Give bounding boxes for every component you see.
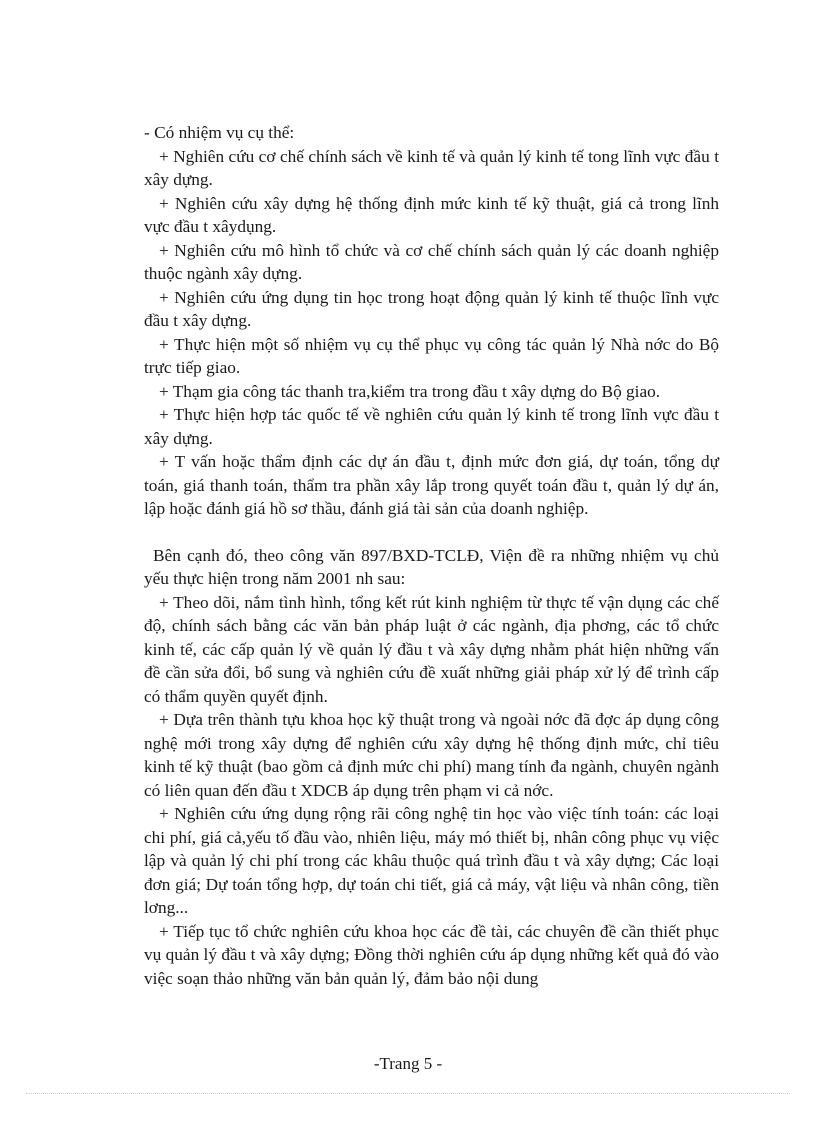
page-body — [144, 121, 719, 990]
section-heading-line: - Có nhiệm vụ cụ thể: — [144, 123, 295, 142]
task-2001-item: + Tiếp tục tổ chức nghiên cứu khoa học các đề tài, các chuyên đề cần thiết phục vụ quản lý đầu t và xây dựng; Đồng thời nghiên cứu áp dụng những kết quả đó vào việc soạn thảo những văn bản quản lý, đảm bảo nội dung — [144, 921, 719, 988]
task-2001-item: + Theo dõi, nắm tình hình, tổng kết rút kinh nghiệm từ thực tế vận dụng các chế độ, chính sách bằng các văn bản pháp luật ở các ngành, địa phơng, các tổ chức kinh tế, các cấp quản lý về quản lý đầu t và xây dựng nhằm phát hiện những vấn đề cần sửa đổi, bổ sung và nghiên cứu đề xuất những giải pháp xử lý để trình cấp có thẩm quyền quyết định. — [144, 592, 719, 706]
task-item: + Thực hiện một số nhiệm vụ cụ thể phục vụ công tác quản lý Nhà nớc do Bộ trực tiếp giao. — [144, 334, 719, 377]
task-2001-item: + Dựa trên thành tựu khoa học kỹ thuật trong và ngoài nớc đã đợc áp dụng công nghệ mới trong xây dựng để nghiên cứu xây dựng hệ thống định mức, chỉ tiêu kinh tế kỹ thuật (bao gồm cả định mức chi phí) mang tính đa ngành, chuyên ngành có liên quan đến đầu t XDCB áp dụng trên phạm vi cả nớc. — [144, 710, 719, 800]
intro-2001-paragraph: Bên cạnh đó, theo công văn 897/BXD-TCLĐ, Viện đề ra những nhiệm vụ chủ yếu thực hiện trong năm 2001 nh sau: — [144, 545, 719, 588]
page-bottom-divider — [26, 1093, 790, 1094]
task-item: + T vấn hoặc thẩm định các dự án đầu t, định mức đơn giá, dự toán, tổng dự toán, giá thanh toán, thẩm tra phần xây lắp trong quyết toán đầu t, quản lý dự án, lập hoặc đánh giá hồ sơ thầu, đánh giá tài sản của doanh nghiệp. — [144, 452, 719, 518]
task-item: + Nghiên cứu xây dựng hệ thống định mức kinh tế kỹ thuật, giá cả trong lĩnh vực đầu t xâydụng. — [144, 193, 719, 236]
task-item: + Nghiên cứu mô hình tổ chức và cơ chế chính sách quản lý các doanh nghiệp thuộc ngành xây dựng. — [144, 240, 719, 283]
task-2001-item: + Nghiên cứu ứng dụng rộng rãi công nghệ tin học vào việc tính toán: các loại chi phí, giá cả,yếu tố đầu vào, nhiên liệu, máy mó thiết bị, nhân công phục vụ việc lập và quản lý chi phí trong các khâu thuộc quá trình đầu t và xây dựng; Các loại đơn giá; Dự toán tổng hợp, dự toán chi tiết, giá cả máy, vật liệu và nhân công, tiền lơng... — [144, 804, 719, 917]
page-number-footer: -Trang 5 - — [373, 1054, 443, 1073]
task-item: + Nghiên cứu ứng dụng tin học trong hoạt động quản lý kinh tế thuộc lĩnh vực đầu t xây dựng. — [144, 287, 719, 330]
task-item: + Thực hiện hợp tác quốc tế về nghiên cứu quản lý kinh tế trong lĩnh vực đầu t xây dựng. — [144, 405, 719, 448]
task-item: + Thạm gia công tác thanh tra,kiểm tra trong đầu t xây dựng do Bộ giao. — [159, 381, 661, 401]
task-item: + Nghiên cứu cơ chế chính sách về kinh tế và quản lý kinh tế tong lĩnh vực đầu t xây dựng. — [144, 146, 719, 189]
